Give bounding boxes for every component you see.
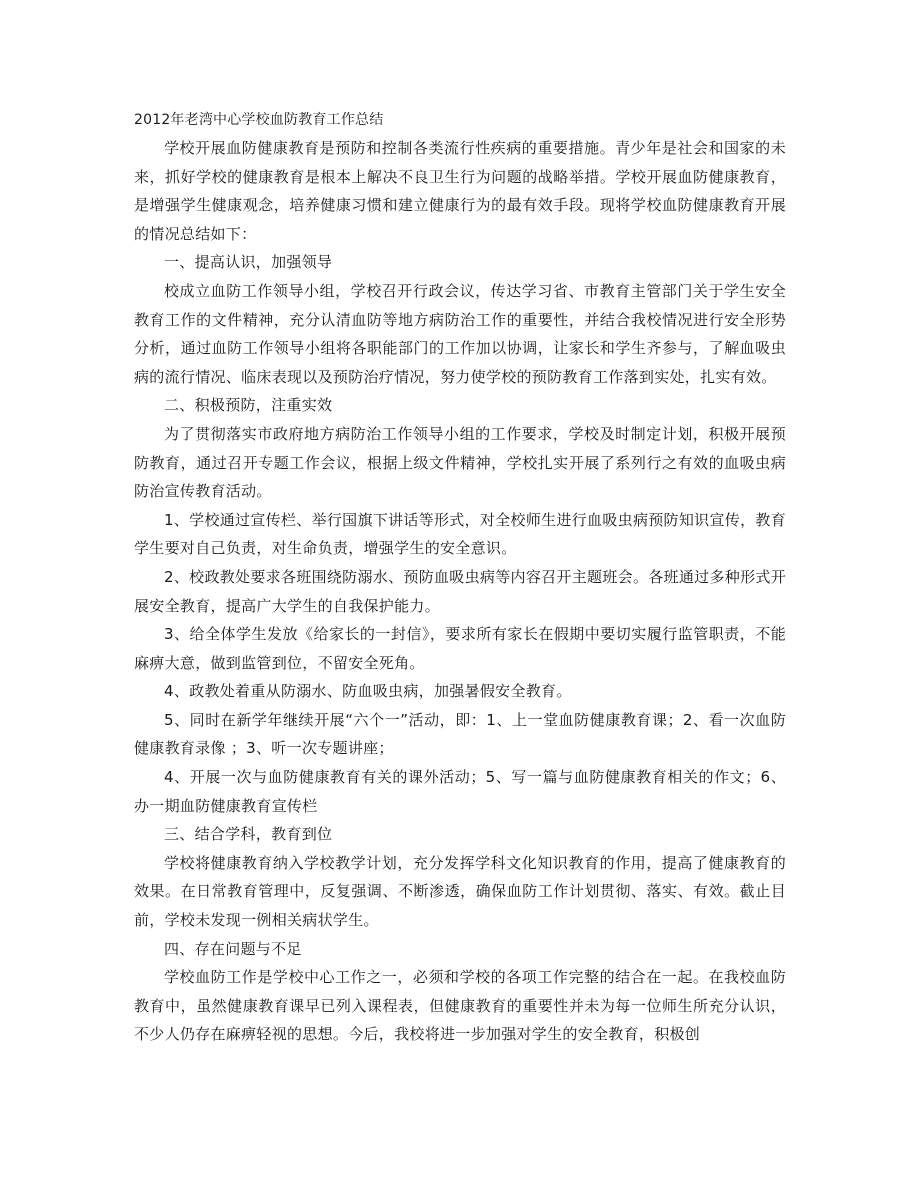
intro-paragraph: 学校开展血防健康教育是预防和控制各类流行性疾病的重要措施。青少年是社会和国家的未来，抓好学校的健康教育是根本上解决不良卫生行为问题的战略举措。学校开展血防健康教育，是增强学生健康观念，培养健康习惯和建立健康行为的最有效手段。现将学校血防健康教育开展的情况总结如下： [134,139,786,243]
document-title: 2012年老湾中心学校血防教育工作总结 [134,112,384,128]
section-2-heading: 二、积极预防，注重实效 [164,396,333,415]
section-1-heading: 一、提高认识，加强领导 [164,253,333,272]
section-1-body: 校成立血防工作领导小组，学校召开行政会议，传达学习省、市教育主管部门关于学生安全教育工作的文件精神，充分认清血防等地方病防治工作的重要性，并结合我校情况进行安全形势分析，通过血防工作领导小组将各职能部门的工作加以协调，让家长和学生齐参与，了解血吸虫病的流行情况、临床表现以及预防治疗情况，努力使学校的预防教育工作落到实处，扎实有效。 [134,281,786,386]
section-2-item-3: 3、给全体学生发放《给家长的一封信》，要求所有家长在假期中要切实履行监管职责，不能麻痹大意，做到监管到位，不留安全死角。 [134,625,786,672]
document-page [134,106,786,1049]
section-2-item-5: 5、同时在新学年继续开展“六个一”活动，即：1、上一堂血防健康教育课；2、看一次血防健康教育录像 ；3、听一次专题讲座； [134,710,786,758]
section-3-heading: 三、结合学科，教育到位 [164,825,333,844]
section-2-item-2: 2、校政教处要求各班围绕防溺水、预防血吸虫病等内容召开主题班会。各班通过多种形式开展安全教育，提高广大学生的自我保护能力。 [134,567,786,615]
section-2-item-6: 4、开展一次与血防健康教育有关的课外活动；5、写一篇与血防健康教育相关的作文；6、办一期血防健康教育宣传栏 [134,768,786,815]
section-2-body: 为了贯彻落实市政府地方病防治工作领导小组的工作要求，学校及时制定计划，积极开展预防教育，通过召开专题工作会议，根据上级文件精神，学校扎实开展了系列行之有效的血吸虫病防治宣传教育活动。 [134,424,786,501]
section-2-item-4: 4、政教处着重从防溺水、防血吸虫病，加强暑假安全教育。 [164,682,572,701]
section-4-body: 学校血防工作是学校中心工作之一，必须和学校的各项工作完整的结合在一起。在我校血防教育中，虽然健康教育课早已列入课程表，但健康教育的重要性并未为每一位师生所充分认识，不少人仍存在麻痹轻视的思想。今后，我校将进一步加强对学生的安全教育，积极创 [134,968,786,1044]
section-3-body: 学校将健康教育纳入学校教学计划，充分发挥学科文化知识教育的作用，提高了健康教育的效果。在日常教育管理中，反复强调、不断渗透，确保血防工作计划贯彻、落实、有效。截止目前，学校未发现一例相关病状学生。 [134,853,786,930]
section-4-heading: 四、存在问题与不足 [164,939,302,958]
section-2-item-1: 1、学校通过宣传栏、举行国旗下讲话等形式，对全校师生进行血吸虫病预防知识宣传，教育学生要对自己负责，对生命负责，增强学生的安全意识。 [134,510,786,558]
